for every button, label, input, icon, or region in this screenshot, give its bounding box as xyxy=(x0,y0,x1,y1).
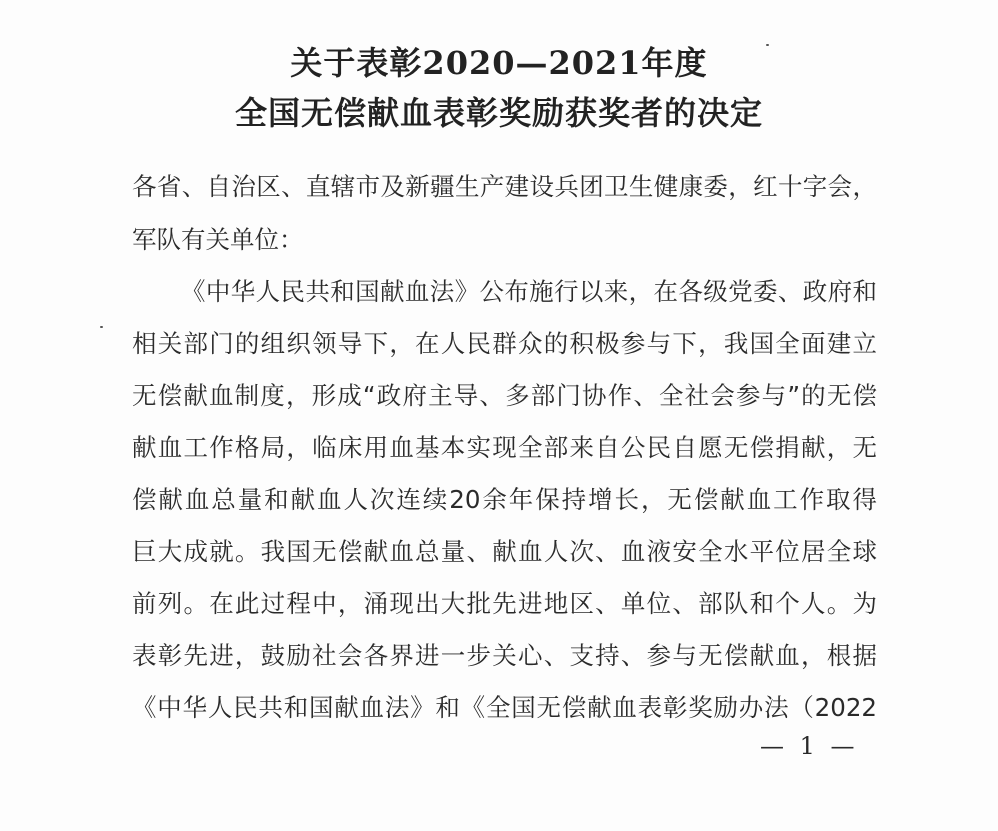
paragraph-line: 巨大成就。我国无偿献血总量、献血人次、血液安全水平位居全球 xyxy=(132,537,877,566)
document-title-line-2: 全国无偿献血表彰奖励获奖者的决定 xyxy=(234,94,763,132)
addressee-line-1: 各省、自治区、直辖市及新疆生产建设兵团卫生健康委，红十字会， xyxy=(132,172,877,201)
paragraph-line: 献血工作格局，临床用血基本实现全部来自公民自愿无偿捐献，无 xyxy=(132,433,877,462)
document-title-line-1: 关于表彰2020—2021年度 xyxy=(290,44,708,82)
paragraph-line: 偿献血总量和献血人次连续20余年保持增长，无偿献血工作取得 xyxy=(132,485,877,514)
paragraph-line: 《中华人民共和国献血法》公布施行以来，在各级党委、政府和 xyxy=(181,277,877,306)
paragraph-line: 无偿献血制度，形成“政府主导、多部门协作、全社会参与”的无偿 xyxy=(132,381,877,410)
scan-speck xyxy=(766,44,769,46)
paragraph-line: 《中华人民共和国献血法》和《全国无偿献血表彰奖励办法（2022 xyxy=(132,693,877,722)
paragraph-line: 前列。在此过程中，涌现出大批先进地区、单位、部队和个人。为 xyxy=(132,589,877,618)
page-number: — 1 — xyxy=(760,732,859,760)
paragraph-line: 相关部门的组织领导下，在人民群众的积极参与下，我国全面建立 xyxy=(132,329,877,358)
addressee-line-2: 军队有关单位： xyxy=(132,225,304,254)
scan-speck xyxy=(100,326,103,328)
paragraph-line: 表彰先进，鼓励社会各界进一步关心、支持、参与无偿献血，根据 xyxy=(132,641,877,670)
